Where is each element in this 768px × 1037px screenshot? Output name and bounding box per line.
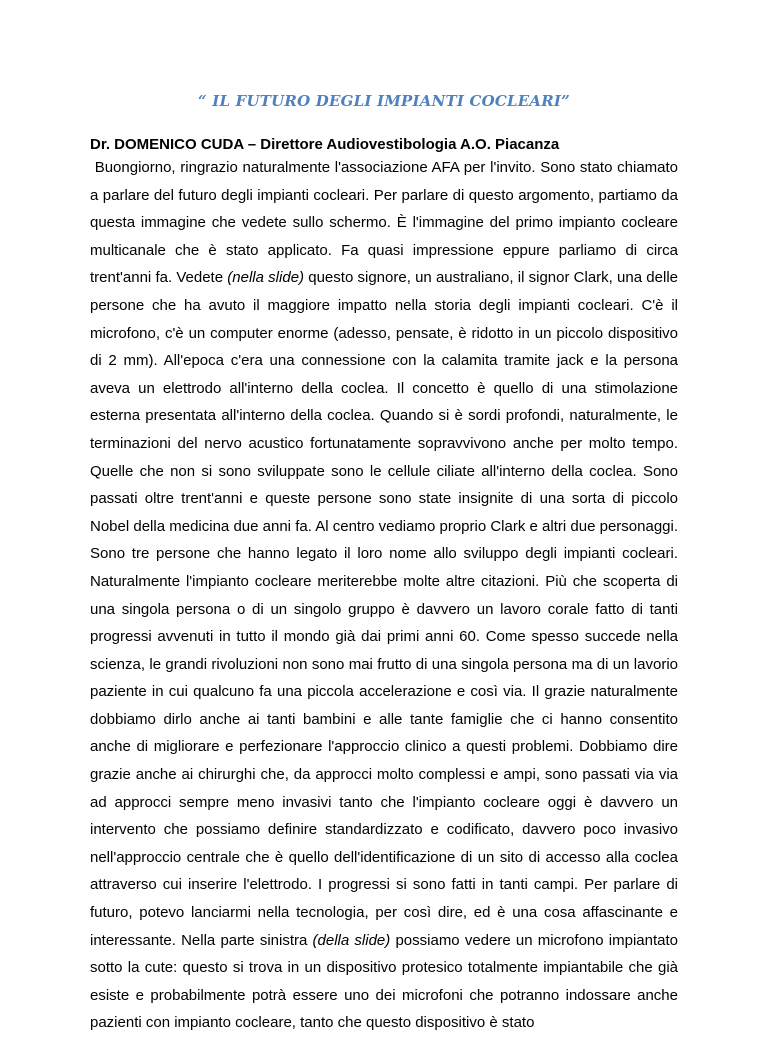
author-line: Dr. DOMENICO CUDA – Direttore Audiovestibologia A.O. Piacanza [90,136,560,153]
document-title: “ IL FUTURO DEGLI IMPIANTI COCLEARI” [198,92,570,110]
text-run-1: Buongiorno, ringrazio naturalmente l'associazione AFA per l'invito. Sono stato chiamato a parlare del futuro degli impianti cocleari. Per parlare di questo argomento, partiamo da questa immagine che vedete sullo schermo. È l'immagine del primo impianto cocleare multicanale che è stato applicato. Fa quasi impressione eppure parliamo di circa trent'anni fa. Vedete [90,159,679,287]
text-run-5: possiamo vedere un microfono impiantato sotto la cute: questo si trova in un dispositivo protesico totalmente impiantabile che già esiste e probabilmente potrà essere uno dei microfoni che potranno indossare anche pazienti con impianto cocleare, tanto che questo dispositivo è stato [90,931,679,1032]
text-run-3: questo signore, un australiano, il signor Clark, una delle persone che ha avuto il maggiore impatto nella storia degli impianti cocleari. C'è il microfono, c'è un computer enorme (adesso, pensate, è ridotto in un piccolo dispositivo di 2 mm). All'epoca c'era una connessione con la calamita tramite jack e la persona aveva un elettrodo all'interno della coclea. Il concetto è quello di una stimolazione esterna presentata all'interno della coclea. Quando si è sordi profondi, naturalmente, le terminazioni del nervo acustico fortunatamente sopravvivono anche per molto tempo. Quelle che non si sono sviluppate sono le cellule ciliate all'interno della coclea. Sono passati oltre trent'anni e queste persone sono state insignite di una sorta di piccolo Nobel della medicina due anni fa. Al centro vediamo proprio Clark e altri due personaggi. Sono tre persone che hanno legato il loro nome allo sviluppo degli impianti cocleari. Naturalmente l'impianto cocleare meriterebbe molte altre citazioni. Più che scoperta di una singola persona o di un singolo gruppo è davvero un lavoro corale fatto di tanti progressi avvenuti in tutto il mondo già dai primi anni 60. Come spesso succede nella scienza, le grandi rivoluzioni non sono mai frutto di una singola persona ma di un lavorio paziente in cui qualcuno fa una piccola accelerazione e così via. Il grazie naturalmente dobbiamo dirlo anche ai tanti bambini e alle tante famiglie che ci hanno consentito anche di migliorare e perfezionare l'approccio clinico a questi problemi. Dobbiamo dire grazie anche ai chirurghi che, da approcci molto complessi e ampi, sono passati via via ad approcci sempre meno invasivi tanto che l'impianto cocleare oggi è davvero un intervento che possiamo definire standardizzato e codificato, davvero poco invasivo nell'approccio centrale che è quello dell'identificazione di un sito di accesso alla coclea attraverso cui inserire l'elettrodo. I progressi si sono fatti in tanti campi. Per parlare di futuro, potevo lanciarmi nella tecnologia, per così dire, ed è una cosa affascinante e interessante. Nella parte sinistra [90,269,678,949]
body-paragraph [90,154,678,1037]
text-run-4-italic: (della slide) [312,931,391,949]
text-run-2-italic: (nella slide) [227,269,305,287]
